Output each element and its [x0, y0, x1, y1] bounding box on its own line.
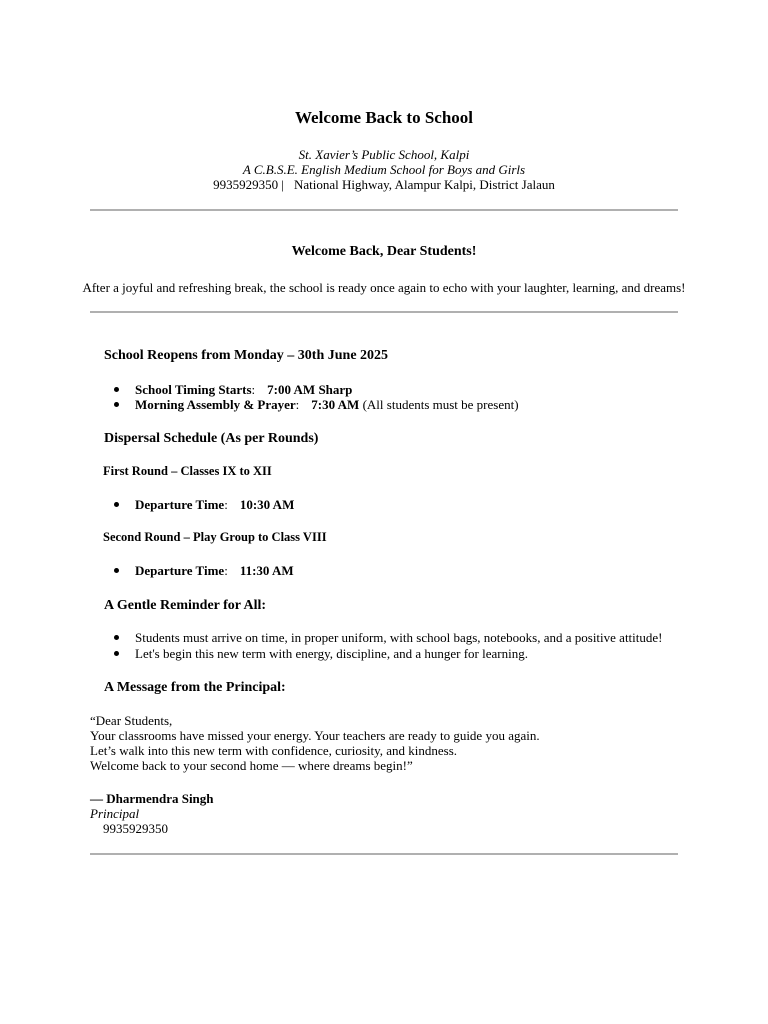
round-title: Second Round – Play Group to Class VIII [103, 530, 327, 544]
item-label: Morning Assembly & Prayer [135, 397, 296, 412]
item-label: School Timing Starts [135, 382, 252, 397]
bullet-icon [114, 387, 119, 392]
dispersal-heading: Dispersal Schedule (As per Rounds) [104, 431, 319, 446]
divider [90, 311, 678, 313]
bullet-icon [114, 402, 119, 407]
list-item [114, 646, 528, 662]
item-value: 11:30 AM [239, 563, 294, 578]
school-phone: 9935929350 | [213, 177, 284, 192]
item-label: Departure Time [135, 563, 225, 578]
principal-heading: A Message from the Principal: [104, 680, 286, 695]
message-line: Welcome back to your second home — where dreams begin!” [90, 758, 413, 773]
school-address: National Highway, Alampur Kalpi, District Jalaun [293, 177, 555, 192]
bullet-icon [114, 635, 119, 640]
item-separator: : [224, 497, 228, 512]
item-label: Departure Time [135, 497, 225, 512]
page-title: Welcome Back to School [294, 108, 473, 127]
item-text: Students must arrive on time, in proper uniform, with school bags, notebooks, and a positive attitude! [135, 630, 663, 645]
item-text: Let's begin this new term with energy, discipline, and a hunger for learning. [135, 646, 528, 661]
list-item [114, 630, 663, 646]
bullet-icon [114, 651, 119, 656]
reminder-heading: A Gentle Reminder for All: [104, 598, 267, 613]
message-line: Let’s walk into this new term with confidence, curiosity, and kindness. [90, 743, 458, 758]
item-separator: : [251, 382, 256, 397]
bullet-icon [114, 568, 119, 573]
divider [90, 209, 678, 211]
school-name: St. Xavier’s Public School, Kalpi [298, 147, 470, 162]
list-item [114, 397, 519, 413]
school-tagline: A C.B.S.E. English Medium School for Boys and Girls [242, 162, 526, 177]
signature-role: Principal [90, 806, 140, 821]
message-line: “Dear Students, [90, 713, 173, 728]
signature-name: — Dharmendra Singh [90, 791, 214, 806]
signature-phone: 9935929350 [103, 821, 168, 836]
list-item [114, 382, 352, 398]
item-value: 7:30 AM [311, 397, 360, 412]
list-item [114, 497, 294, 513]
contact-line [0, 177, 768, 193]
divider [90, 853, 678, 855]
bullet-icon [114, 502, 119, 507]
welcome-heading: Welcome Back, Dear Students! [291, 244, 477, 259]
item-separator: : [295, 397, 300, 412]
round-title: First Round – Classes IX to XII [103, 464, 272, 478]
item-value: 7:00 AM Sharp [267, 382, 353, 397]
welcome-text: After a joyful and refreshing break, the school is ready once again to echo with your laughter, learning, and dreams! [82, 280, 686, 295]
list-item [114, 563, 294, 579]
item-separator: : [224, 563, 228, 578]
item-value: 10:30 AM [239, 497, 295, 512]
message-line: Your classrooms have missed your energy. Your teachers are ready to guide you again. [90, 728, 540, 743]
reopen-heading: School Reopens from Monday – 30th June 2025 [104, 348, 389, 363]
item-note: (All students must be present) [359, 397, 519, 412]
